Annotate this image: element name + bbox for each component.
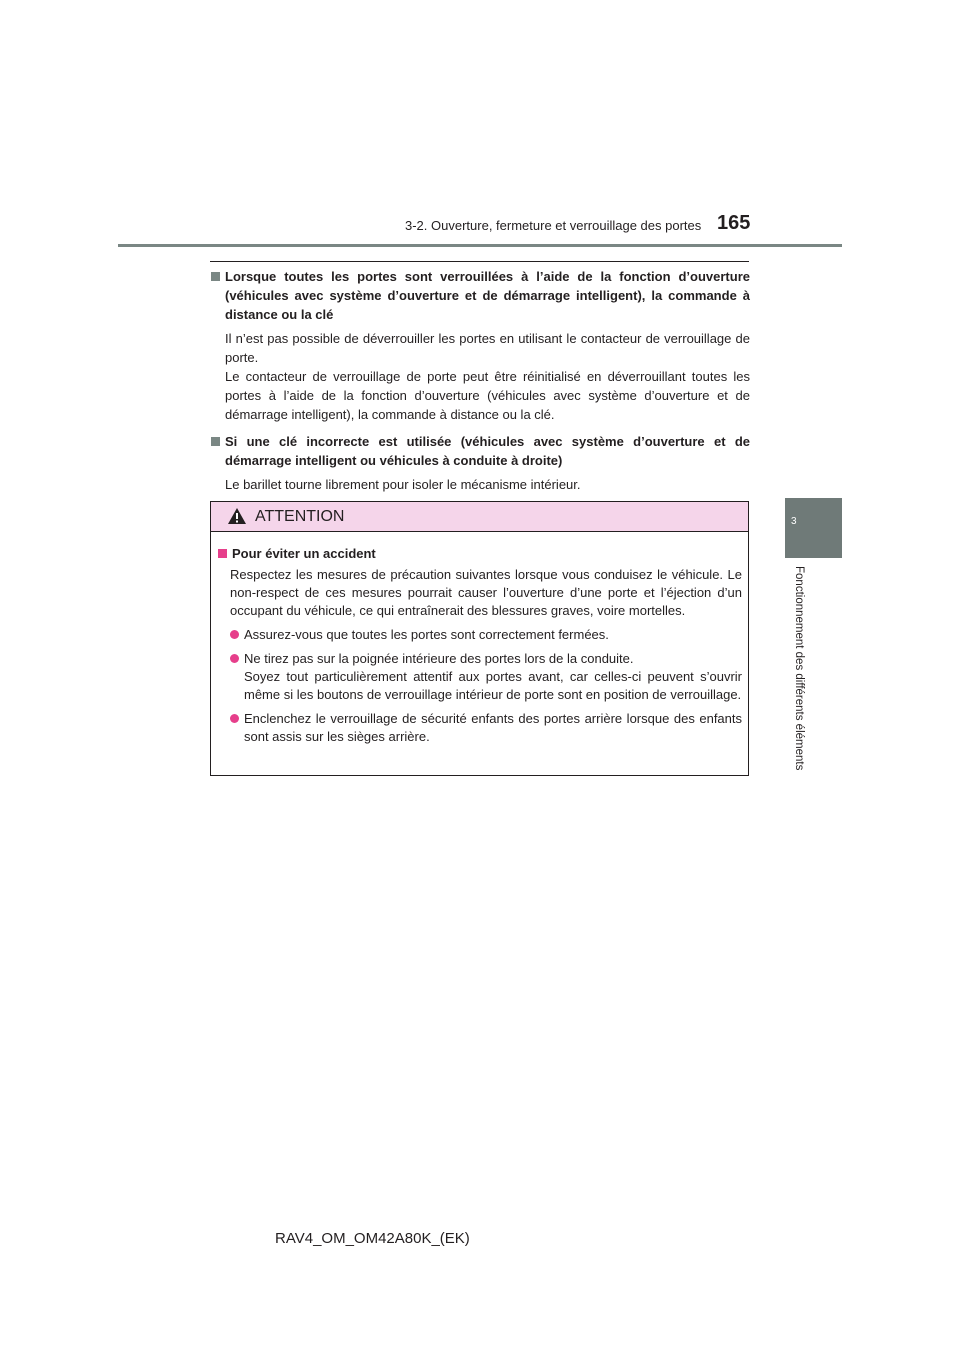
body-paragraph: Le barillet tourne librement pour isoler le mécanisme intérieur. [225, 477, 581, 492]
list-item [230, 650, 742, 704]
bullet-text: Ne tirez pas sur la poignée intérieure des portes lors de la conduite. [244, 651, 634, 666]
section-incorrect-key [211, 432, 750, 494]
attention-box [210, 501, 749, 776]
attention-bullet-list [230, 626, 742, 746]
section-heading: Si une clé incorrecte est utilisée (véhicules avec système d’ouverture et de démarrage intelligent ou véhicules à conduite à droite) [225, 434, 750, 468]
section-heading: Lorsque toutes les portes sont verrouillées à l’aide de la fonction d’ouverture (véhicules avec système d’ouverture et de démarrage intelligent), la commande à distance ou la clé [225, 269, 750, 322]
bullet-text: Assurez-vous que toutes les portes sont correctement fermées. [244, 627, 609, 642]
list-item [230, 626, 742, 644]
body-paragraph: Le contacteur de verrouillage de porte peut être réinitialisé en déverrouillant toutes les portes à l’aide de la fonction d’ouverture (véhicules avec système d’ouverture et de démarrage intelligent), la commande à distance ou la clé. [225, 369, 750, 422]
square-bullet-icon [211, 437, 220, 446]
footer-document-code: RAV4_OM_OM42A80K_(EK) [275, 1230, 470, 1247]
attention-header [211, 502, 748, 532]
circle-bullet-icon [230, 654, 239, 663]
attention-heading: Pour éviter un accident [232, 546, 376, 561]
bullet-text: Enclenchez le verrouillage de sécurité enfants des portes arrière lorsque des enfants sont assis sur les sièges arrière. [244, 711, 742, 744]
header-section-title: 3-2. Ouverture, fermeture et verrouillage des portes [405, 218, 702, 233]
page-number: 165 [717, 212, 751, 234]
chapter-side-label: Fonctionnement des différents éléments [793, 566, 805, 771]
chapter-number: 3 [791, 516, 797, 527]
square-bullet-icon [218, 549, 227, 558]
body-paragraph: Il n’est pas possible de déverrouiller les portes en utilisant le contacteur de verrouillage de porte. [225, 331, 750, 365]
attention-intro: Respectez les mesures de précaution suivantes lorsque vous conduisez le véhicule. Le non-respect de ces mesures pourrait causer l’ouverture d’une porte et l’éjection d’un occupant du véhicule, ce qui entraînerait des blessures graves, voire mortelles. [230, 567, 742, 618]
chapter-tab [785, 498, 842, 558]
content-top-rule [210, 261, 749, 262]
header-rule [118, 244, 842, 247]
circle-bullet-icon [230, 630, 239, 639]
section-all-doors-locked [211, 267, 750, 424]
main-content [211, 267, 750, 502]
square-bullet-icon [211, 272, 220, 281]
warning-triangle-icon [227, 507, 247, 525]
list-item [230, 710, 742, 746]
bullet-text: Soyez tout particulièrement attentif aux portes avant, car celles-ci peuvent s’ouvrir même si les boutons de verrouillage intérieur de porte sont en position de verrouillage. [244, 669, 742, 702]
circle-bullet-icon [230, 714, 239, 723]
attention-title: ATTENTION [255, 508, 345, 525]
